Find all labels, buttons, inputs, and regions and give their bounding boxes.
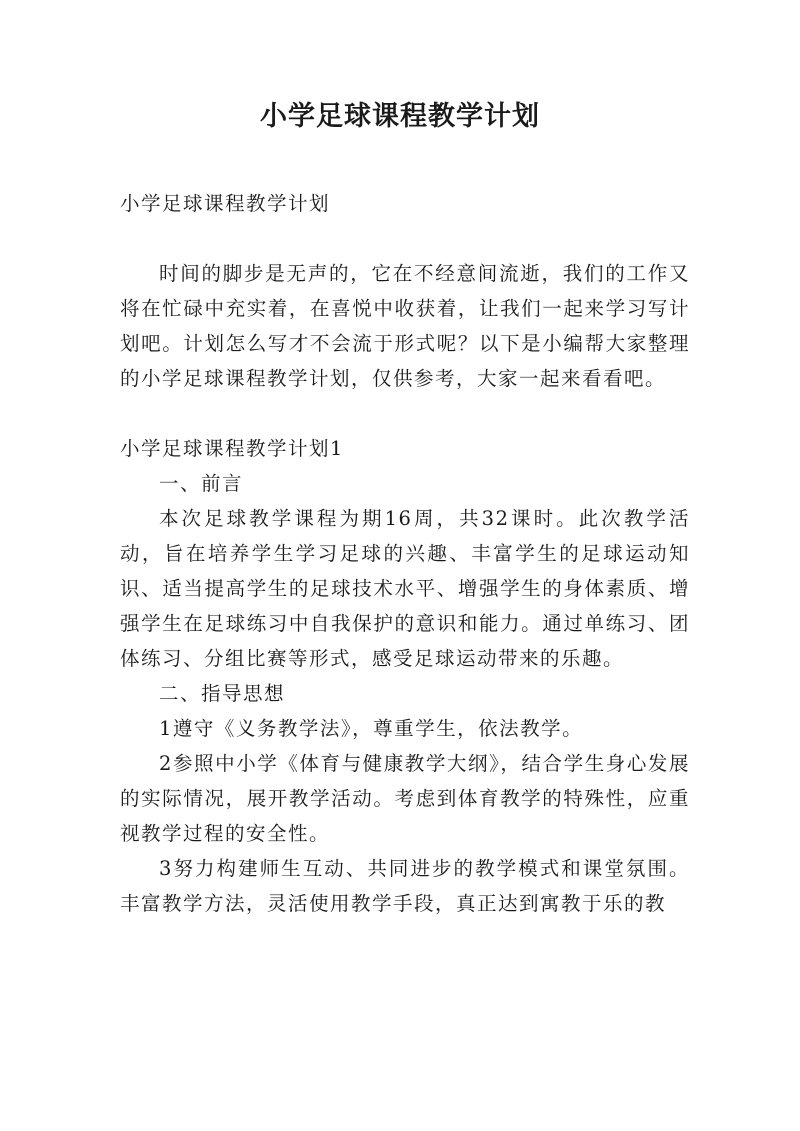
document-subtitle: 小学足球课程教学计划 [120,192,331,215]
intro-paragraph: 时间的脚步是无声的，它在不经意间流逝，我们的工作又将在忙碌中充实着，在喜悦中收获着，让我们一起来学习写计划吧。计划怎么写才不会流于形式呢？以下是小编帮大家整理的小学足球课程教学计划，仅供参考，大家一起来看看吧。 [120,262,690,390]
plan-1-heading: 小学足球课程教学计划1 [120,437,344,460]
section-1-heading: 一、前言 [159,472,244,495]
section-2-heading: 二、指导思想 [159,682,286,705]
guideline-point-1: 1遵守《义务教学法》，尊重学生，依法教学。 [159,717,584,740]
section-1-paragraph: 本次足球教学课程为期16周，共32课时。此次教学活动，旨在培养学生学习足球的兴趣、丰富学生的足球运动知识、适当提高学生的足球技术水平、增强学生的身体素质、增强学生在足球练习中自我保护的意识和能力。通过单练习、团体练习、分组比赛等形式，感受足球运动带来的乐趣。 [120,507,690,670]
guideline-point-3: 3努力构建师生互动、共同进步的教学模式和课堂氛围。丰富教学方法，灵活使用教学手段，真正达到寓教于乐的教 [120,857,690,915]
guideline-point-2: 2参照中小学《体育与健康教学大纲》，结合学生身心发展的实际情况，展开教学活动。考虑到体育教学的特殊性，应重视教学过程的安全性。 [120,752,690,845]
document-body [120,186,690,921]
document-title: 小学足球课程教学计划 [260,101,540,132]
